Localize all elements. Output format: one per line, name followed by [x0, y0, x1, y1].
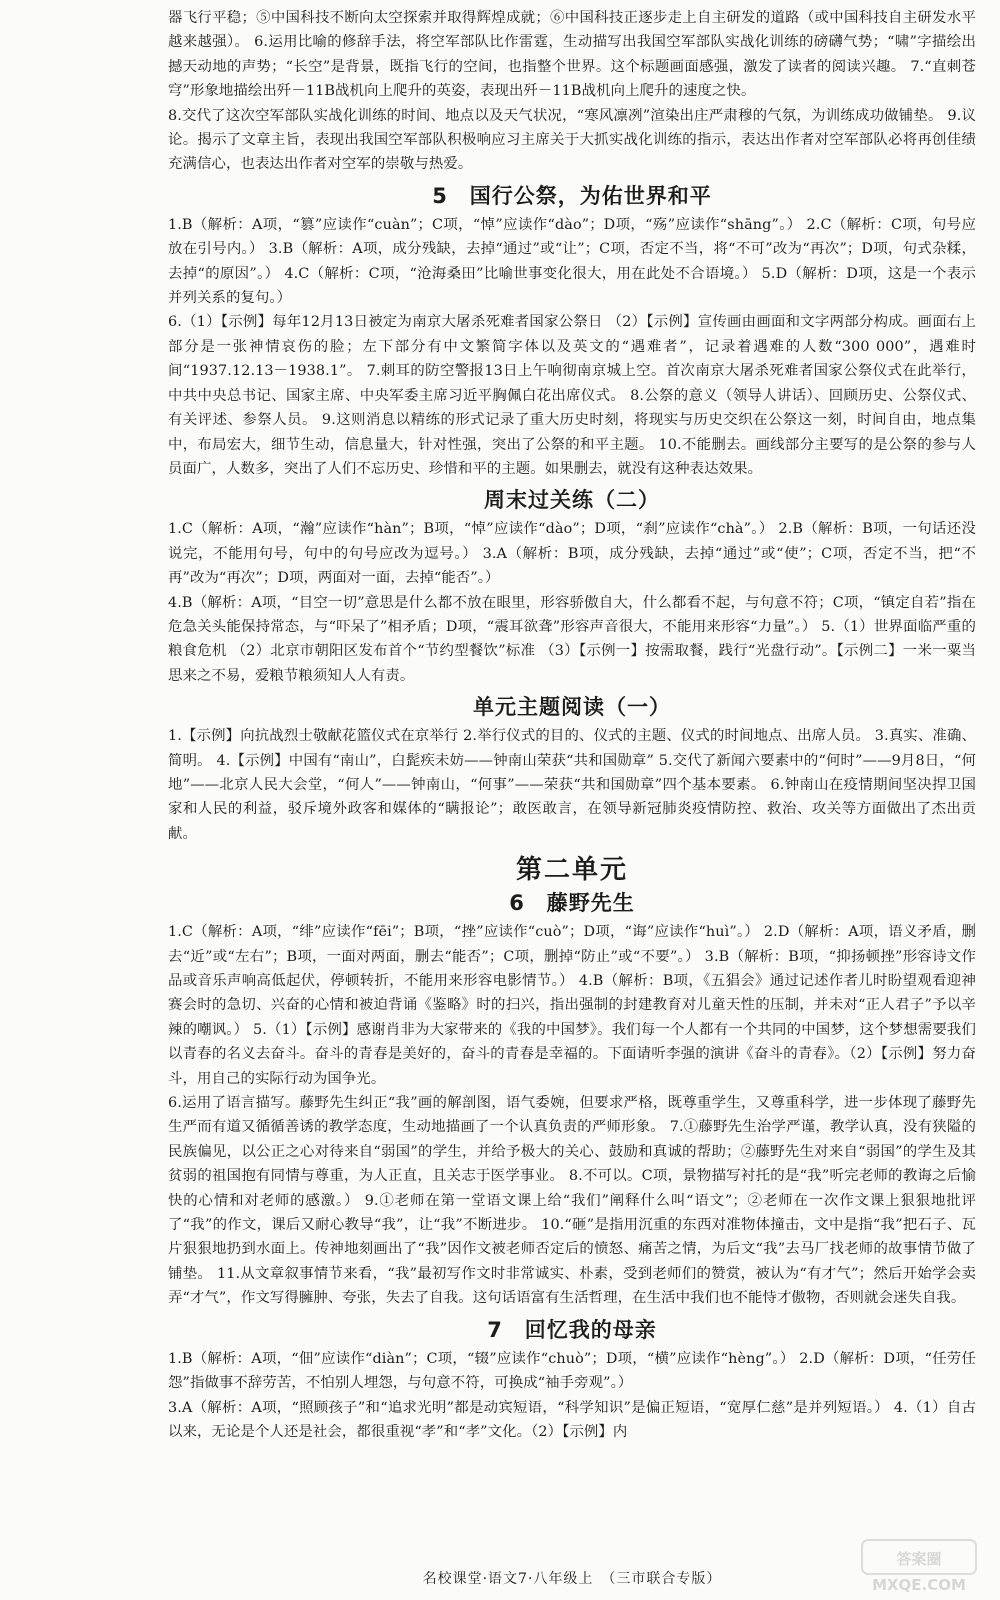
watermark-line2: MXQE.COM: [872, 1576, 966, 1594]
paragraph-lesson7-answers-1: 1.B（解析：A项，“佃”应读作“diàn”；C项，“辍”应读作“chuò”；D项，“横”应读作“hèng”。） 2.D（解析：D项，“任劳任怨”指做事不辞劳苦，不怕别人埋怨，与句意不符，可换成“袖手旁观”。）: [168, 1350, 976, 1392]
paragraph-lesson5-answers-2: 6.（1）【示例】每年12月13日被定为南京大屠杀死难者国家公祭日 （2）【示例】宣传画由画面和文字两部分构成。画面右上部分是一张神情哀伤的脸；左下部分有中文繁简字体以及英文的“遇难者”，记录着遇难的人数“300 000”，遇难时间“1937.12.13－1938.1”。 7.刺耳的防空警报13日上午响彻南京城上空。首次南京大屠杀死难者国家公祭仪式在此举行，中共中央总书记、国家主席、中央军委主席习近平胸佩白花出席仪式。 8.公祭的意义（领导人讲话）、回顾历史、公祭仪式、有关评述、参祭人员。 9.这则消息以精练的形式记录了重大历史时刻，将现实与历史交织在公祭这一刻，时间自由，地点集中，布局宏大，细节生动，信息量大，针对性强，突出了公祭的和平主题。 10.不能删去。画线部分主要写的是公祭的参与人员面广，人数多，突出了人们不忘历史、珍惜和平的主题。如果删去，就没有这种表达效果。: [168, 314, 976, 477]
paragraph-lesson5-answers-1: 1.B（解析：A项，“篡”应读作“cuàn”；C项，“悼”应读作“dào”；D项，“殇”应读作“shāng”。） 2.C（解析：C项，句号应放在引号内。） 3.B（解析：A项，成分残缺，去掉“通过”或“让”；C项，否定不当，将“不可”改为“再次”；D项，句式杂糅，去掉“的原因”。） 4.C（解析：C项，“沧海桑田”比喻世事变化很大，用在此处不合语境。） 5.D（解析：D项，这是一个表示并列关系的复句。）: [168, 216, 976, 307]
page-footer: 名校课堂·语文7·八年级上 （三市联合专版）: [422, 1571, 722, 1587]
answer-page: [168, 6, 976, 1444]
section-title-lesson7: 7 回忆我的母亲: [487, 1317, 657, 1342]
paragraph-weekend-answers-2: 4.B（解析：A项，“目空一切”意思是什么都不放在眼里，形容骄傲自大，什么都看不起，与句意不符；C项，“镇定自若”指在危急关头能保持常态，与“吓呆了”相矛盾；D项，“震耳欲聋”形容声音很大，不能用来形容“力量”。） 5.（1）世界面临严重的粮食危机 （2）北京市朝阳区发布首个“节约型餐饮”标准 （3）【示例一】按需取餐，践行“光盘行动”。【示例二】一米一粟当思来之不易，爱粮节粮须知人人有责。: [168, 594, 976, 684]
paragraph-unit4-answers-part1: 器飞行平稳；⑤中国科技不断向太空探索并取得辉煌成就；⑥中国科技正逐步走上自主研发的道路（或中国科技自主研发水平越来越强）。 6.运用比喻的修辞手法，将空军部队比作雷霆，生动描写出我国空军部队实战化训练的磅礴气势；“啸”字描绘出撼天动地的声势；“长空”是背景，既指飞行的空间，也指整个世界。这个标题画面感强，激发了读者的阅读兴趣。 7.“直刺苍穹”形象地描绘出歼－11B战机向上爬升的英姿，表现出歼－11B战机向上爬升的速度之快。: [168, 10, 976, 100]
paragraph-lesson7-answers-2: 3.A（解析：A项，“照顾孩子”和“追求光明”都是动宾短语，“科学知识”是偏正短语，“宽厚仁慈”是并列短语。） 4.（1）自古以来，无论是个人还是社会，都很重视“孝”和“孝”文化。（2）【示例】内: [168, 1399, 976, 1440]
section-title-lesson5: 5 国行公祭，为佑世界和平: [432, 183, 712, 208]
paragraph-lesson6-answers-2: 6.运用了语言描写。藤野先生纠正“我”画的解剖图，语气委婉，但要求严格，既尊重学生，又尊重科学，进一步体现了藤野先生严而有道又循循善诱的教学态度，生动地描画了一个认真负责的严师形象。 7.①藤野先生治学严谨，教学认真，没有狭隘的民族偏见，以公正之心对待来自“弱国”的学生，并给予极大的关心、鼓励和真诚的帮助；②藤野先生对来自“弱国”的学生及其贫弱的祖国抱有同情与尊重，为人正直，且关志于医学事业。 8.不可以。C项，景物描写衬托的是“我”听完老师的教诲之后愉快的心情和对老师的感激。） 9.①老师在第一堂语文课上给“我们”阐释什么叫“语文”；②老师在一次作文课上狠狠地批评了“我”的作文，课后又耐心教导“我”，让“我”不断进步。 10.“砸”是指用沉重的东西对准物体撞击，文中是指“我”把石子、瓦片狠狠地扔到水面上。传神地刻画出了“我”因作文被老师否定后的愤怒、痛苦之情，为后文“我”去马厂找老师的故事情节做了铺垫。 11.从文章叙事情节来看，“我”最初写作文时非常诚实、朴素，受到老师们的赞赏，被认为“有才气”；然后开始学会卖弄“才气”，作文写得臃肿、夸张，失去了自我。这句话语富有生活哲理，在生活中我们也不能恃才傲物，否则就会迷失自我。: [168, 1095, 976, 1307]
section-title-unit-reading: 单元主题阅读（一）: [473, 695, 671, 720]
watermark-line1: 答案圈: [896, 1550, 942, 1568]
section-title-weekend-practice: 周末过关练（二）: [484, 488, 660, 513]
section-title-lesson6: 6 藤野先生: [509, 891, 635, 916]
unit-title-unit2: 第二单元: [515, 855, 628, 886]
paragraph-unit4-answers-part2: 8.交代了这次空军部队实战化训练的时间、地点以及天气状况，“寒风凛冽”渲染出庄严肃穆的气氛，为训练成功做铺垫。 9.议论。揭示了文章主旨，表现出我国空军部队积极响应习主席关于大抓实战化训练的指示，表达出作者对空军部队必将再创佳绩充满信心，也表达出作者对空军的崇敬与热爱。: [168, 107, 976, 173]
paragraph-weekend-answers-1: 1.C（解析：A项，“瀚”应读作“hàn”；B项，“悼”应读作“dào”；D项，“刹”应读作“chà”。） 2.B（解析：B项，一句话还没说完，不能用句号，句中的句号应改为逗号。） 3.A（解析：B项，成分残缺，去掉“通过”或“使”；C项，否定不当，把“不再”改为“再次”；D项，两面对一面，去掉“能否”。）: [168, 521, 976, 587]
paragraph-lesson6-answers-1: 1.C（解析：A项，“绯”应读作“fēi”；B项，“挫”应读作“cuò”；D项，“诲”应读作“huì”。） 2.D（解析：A项，语义矛盾，删去“近”或“左右”；B项，一面对两面，删去“能否”；C项，删掉“防止”或“不要”。） 3.B（解析：B项，“抑扬顿挫”形容诗文作品或音乐声响高低起伏，停顿转折，不能用来形容电影情节。） 4.B（解析：B项，《五猖会》通过记述作者儿时盼望观看迎神赛会时的急切、兴奋的心情和被迫背诵《鉴略》时的扫兴，指出强制的封建教育对儿童天性的压制，并未对“正人君子”予以辛辣的嘲讽。） 5.（1）【示例】感谢肖非为大家带来的《我的中国梦》。我们每一个人都有一个共同的中国梦，这个梦想需要我们以青春的名义去奋斗。奋斗的青春是美好的，奋斗的青春是幸福的。下面请听李强的演讲《奋斗的青春》。（2）【示例】努力奋斗，用自己的实际行动为国争光。: [168, 924, 976, 1087]
watermark-logo-icon: [860, 1536, 978, 1596]
paragraph-unit-reading-answers: 1.【示例】向抗战烈士敬献花篮仪式在京举行 2.举行仪式的目的、仪式的主题、仪式的时间地点、出席人员。 3.真实、准确、简明。 4.【示例】中国有“南山”，白髭疾未妨——钟南山荣获“共和国勋章” 5.交代了新闻六要素中的“何时”——9月8日，“何地”——北京人民大会堂，“何人”——钟南山，“何事”——荣获“共和国勋章”四个基本要素。 6.钟南山在疫情期间坚决捍卫国家和人民的利益，驳斥境外政客和媒体的“瞒报论”；敢医敢言，在领导新冠肺炎疫情防控、救治、攻关等方面做出了杰出贡献。: [168, 728, 976, 842]
